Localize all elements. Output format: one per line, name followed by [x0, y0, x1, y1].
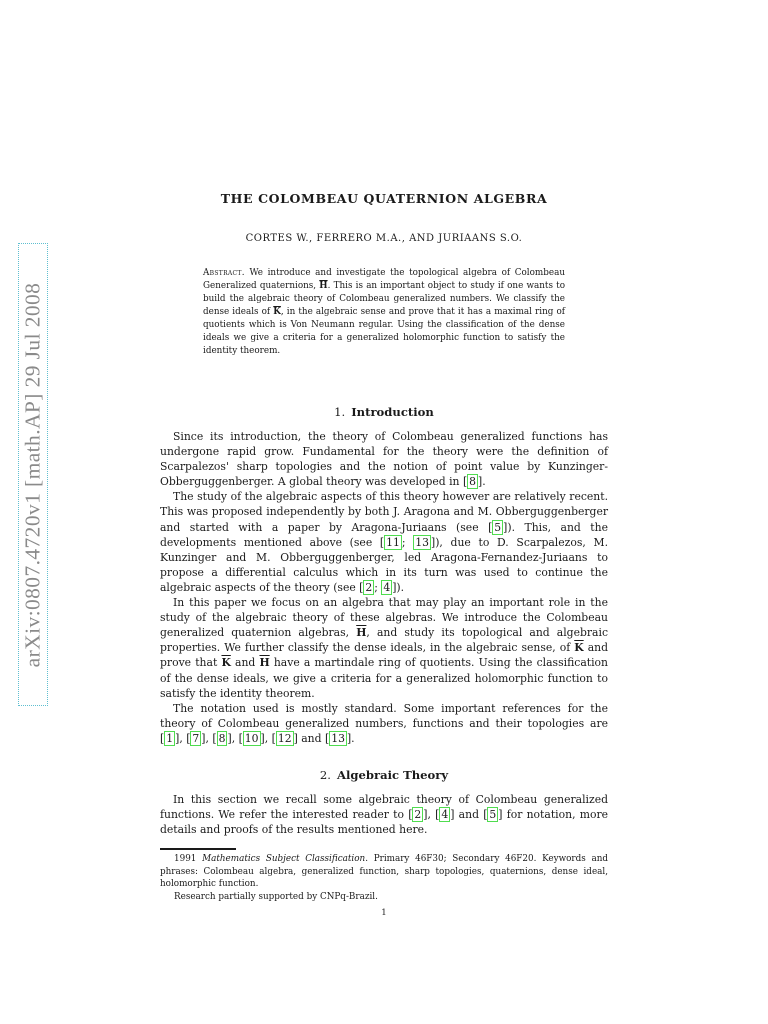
- page-number: 1: [381, 908, 387, 918]
- arxiv-stamp[interactable]: [18, 243, 48, 706]
- paragraph-text: and: [230, 656, 260, 670]
- citation-separator: ;: [401, 535, 414, 549]
- citation-link[interactable]: 4: [383, 580, 391, 594]
- section-title: Introduction: [351, 405, 434, 419]
- citation-link[interactable]: 12: [277, 731, 292, 745]
- paper-title: THE COLOMBEAU QUATERNION ALGEBRA: [220, 191, 548, 206]
- section-number: 2.: [319, 768, 331, 782]
- abstract-text: . This is an important object to study if one wants to build the algebraic theory of Colombeau generalized numbers. We classify the dense ideals of: [203, 281, 565, 317]
- paragraph-text: .: [351, 731, 355, 745]
- citation-link[interactable]: 10: [244, 731, 259, 745]
- footnote-msc: [160, 853, 608, 891]
- paragraph-text: The notation used is mostly standard. Some important references for the theory of Colombeau generalized numbers, functions and their topologies are: [160, 701, 608, 730]
- paragraph-text: The study of the algebraic aspects of this theory however are relatively recent. This was proposed independently by both J. Aragona and M. Obberguggenberger and started with a paper by Aragona-Juriaans (see: [160, 490, 608, 534]
- paragraph-text: ). This, and the developments mentioned above (see: [160, 520, 608, 549]
- paragraph-text: have a martindale ring of quotients. Using the classification of the dense ideals, we give a criteria for a generalized holomorphic function to satisfy the identity theorem.: [160, 656, 609, 700]
- symbol-H: $\overline{H}$: [259, 656, 270, 670]
- paragraph-text: and prove that: [160, 641, 608, 670]
- citation-separator: ,: [231, 731, 239, 745]
- symbol-H: $\overline{H}$: [319, 281, 328, 291]
- citation-link[interactable]: 2: [414, 808, 422, 822]
- footnotes: [160, 853, 608, 903]
- abstract: [203, 267, 565, 358]
- citation-link[interactable]: 8: [469, 475, 477, 489]
- citation-link[interactable]: 5: [489, 808, 497, 822]
- abstract-text: , in the algebraic sense and prove that it has a maximal ring of quotients which is Von Neumann regular. Using the classification of the dense ideals we give a criteria for a generalized holomorphic function to satisfy the identity theorem.: [203, 307, 565, 356]
- symbol-H: $\overline{H}$: [356, 626, 367, 640]
- citation-separator: ;: [374, 580, 382, 594]
- section-title: Algebraic Theory: [336, 768, 449, 782]
- symbol-K: $\overline{K}$: [273, 307, 281, 317]
- symbol-K: $\overline{K}$: [574, 641, 584, 655]
- section-heading-introduction: [160, 405, 608, 419]
- citation-link[interactable]: 13: [331, 731, 345, 745]
- introduction-body: [160, 429, 608, 746]
- citation-link[interactable]: 8: [218, 731, 226, 745]
- paragraph: In this section we recall some algebraic theory of Colombeau generalized functions. We refer the interested reader to [ 2 ], [ 4 ] and [ 5 ] for notation, more details and proofs of the results mentioned here.: [160, 793, 608, 837]
- citation-separator: ,: [205, 731, 213, 745]
- section-heading-algebraic-theory: [160, 768, 608, 782]
- paragraph-text: ).: [396, 580, 405, 594]
- citation-link[interactable]: 1: [166, 731, 174, 745]
- citation-separator: ,: [179, 731, 187, 745]
- citation-separator: ,: [427, 808, 436, 822]
- section-number: 1.: [334, 405, 346, 419]
- paragraph: The notation used is mostly standard. Some important references for the theory of Colombeau generalized numbers, functions and their topologies are [ 1 ], [ 7 ], [ 8 ], [ 10 ], [ 12 ] and [ 13 ].: [160, 701, 608, 745]
- paragraph: [160, 595, 608, 701]
- citation-link[interactable]: 2: [365, 580, 373, 594]
- footnote-label: Mathematics Subject Classification.: [202, 854, 369, 864]
- paragraph-text: In this paper we focus on an algebra that may play an important role in the study of the algebraic theory of these algebras. We introduce the Colombeau generalized quaternion algebras,: [160, 596, 608, 640]
- paragraph: The study of the algebraic aspects of this theory however are relatively recent. This was proposed independently by both J. Aragona and M. Obberguggenberger and started with a paper by Aragona-Juriaans (see [ 5 ]). This, and the developments mentioned above (see [ 11 ; 13 ]), due to D. Scarpalezos, M. Kunzinger and M. Obberguggenberger, led Aragona-Fernandez-Juriaans to propose a differential calculus which in its turn was used to continue the algebraic aspects of the theory (see [ 2 ; 4 ]).: [160, 490, 608, 594]
- algebraic-theory-body: [160, 792, 608, 837]
- footnote-support: [160, 891, 608, 904]
- citation-link[interactable]: 11: [386, 535, 400, 549]
- footnote-rule: [160, 848, 236, 850]
- abstract-label: Abstract.: [203, 268, 245, 278]
- paragraph-text: .: [482, 475, 486, 489]
- citation-separator: ,: [264, 731, 272, 745]
- citation-separator: and: [454, 808, 484, 822]
- paragraph-text: ), due to D. Scarpalezos, M. Kunzinger and M. Obberguggenberger, led Aragona-Fernandez-Juriaans to propose a differential calculus which in its turn was used to continue the algebraic aspects of the theory (see: [160, 535, 608, 594]
- citation-link[interactable]: 7: [192, 731, 200, 745]
- symbol-K: $\overline{K}$: [221, 656, 231, 670]
- paper-authors: CORTES W., FERRERO M.A., AND JURIAANS S.O.: [245, 233, 523, 244]
- paragraph-text: In this section we recall some algebraic theory of Colombeau generalized functions. We refer the interested reader to: [160, 793, 608, 822]
- paragraph-text: , and study its topological and algebraic properties. We further classify the dense ideals, in the algebraic sense, of: [160, 626, 608, 655]
- paragraph-text: Since its introduction, the theory of Colombeau generalized functions has undergone rapid grow. Fundamental for the theory were the definition of Scarpalezos' sharp topologies and the notion of point value by Kunzinger-Obberguggenberger. A global theory was developed in: [160, 430, 608, 489]
- citation-link[interactable]: 5: [494, 520, 502, 534]
- citation-link[interactable]: 13: [415, 535, 429, 549]
- footnote-text: Research partially supported by CNPq-Brazil.: [174, 891, 378, 902]
- abstract-text: We introduce and investigate the topological algebra of Colombeau Generalized quaternions,: [203, 268, 566, 291]
- footnote-text: Primary 46F30; Secondary 46F20. Keywords and phrases: Colombeau algebra, generalized function, sharp topologies, quaternions, dense ideal, holomorphic function.: [160, 854, 609, 889]
- paragraph: Since its introduction, the theory of Colombeau generalized functions has undergone rapid grow. Fundamental for the theory were the definition of Scarpalezos' sharp topologies and the notion of point value by Kunzinger-Obberguggenberger. A global theory was developed in [ 8 ].: [160, 430, 608, 489]
- footnote-text: 1991: [174, 854, 203, 864]
- citation-link[interactable]: 4: [441, 808, 449, 822]
- paragraph-text: for notation, more details and proofs of the results mentioned here.: [160, 808, 608, 837]
- citation-separator: and: [297, 731, 325, 745]
- arxiv-identifier: arXiv:0807.4720v1 [math.AP] 29 Jul 2008: [20, 282, 45, 667]
